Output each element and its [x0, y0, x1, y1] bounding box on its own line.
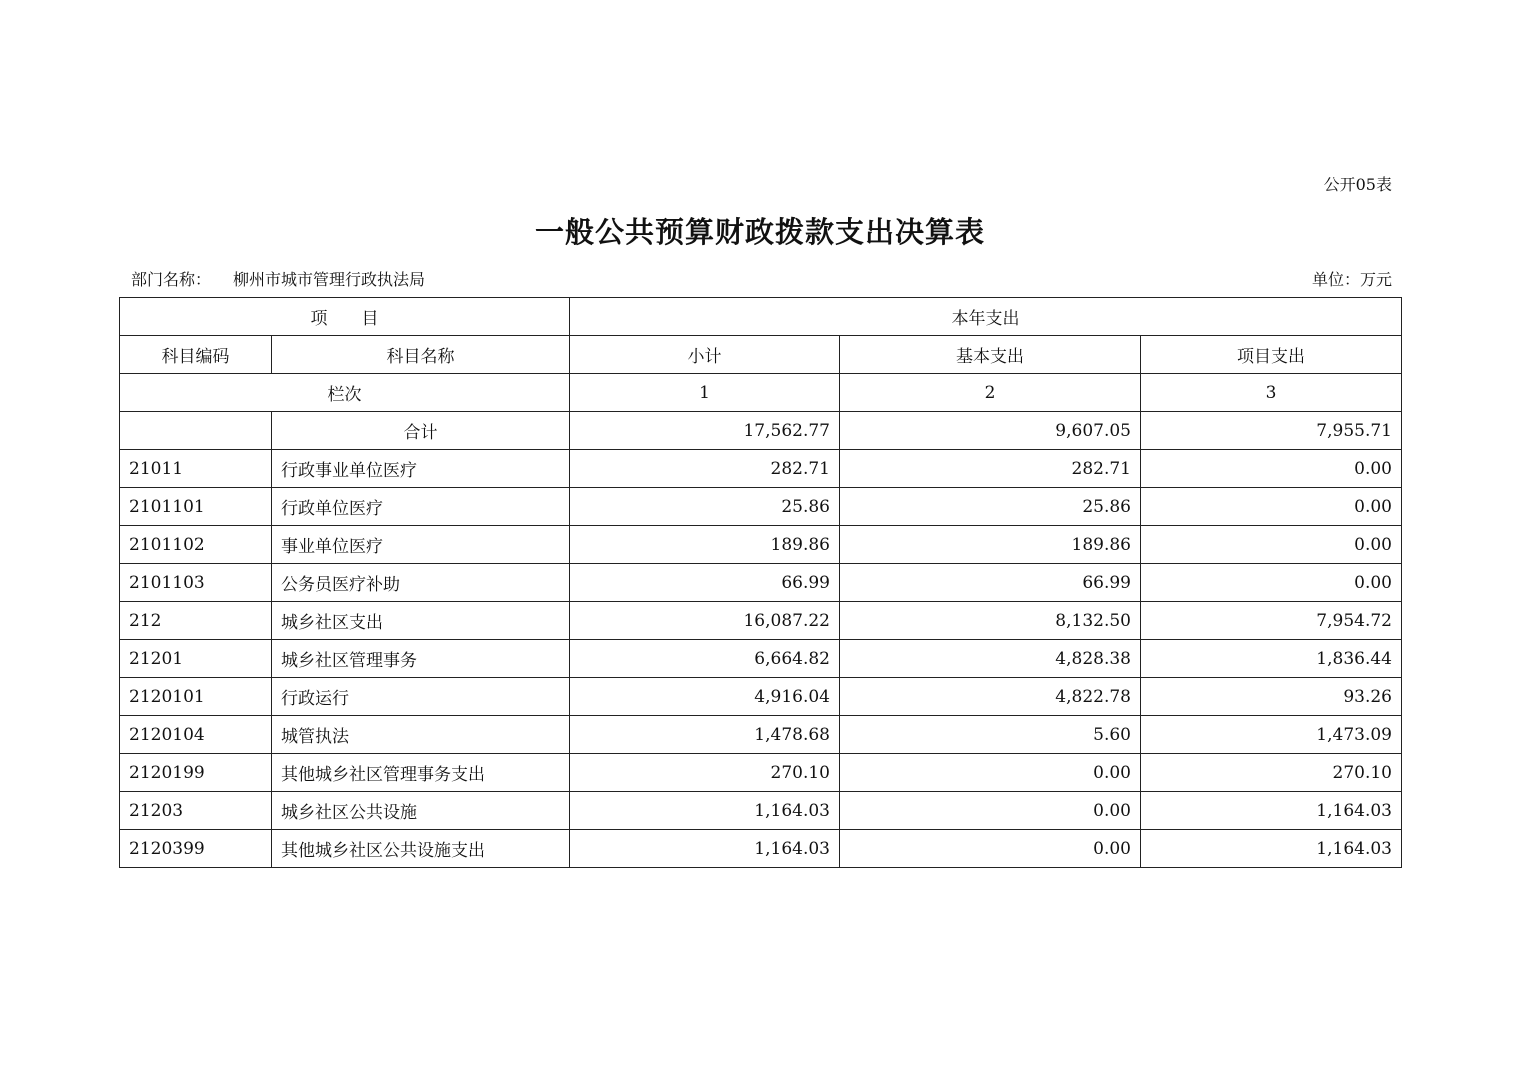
cell-subtotal: 270.10: [570, 754, 840, 792]
cell-basic: 4,828.38: [840, 640, 1141, 678]
index-1: 1: [570, 374, 840, 412]
table-row: [120, 678, 1402, 716]
cell-basic: 66.99: [840, 564, 1141, 602]
table-row: [120, 792, 1402, 830]
table-row: [120, 564, 1402, 602]
cell-subtotal: 189.86: [570, 526, 840, 564]
cell-project: 1,164.03: [1141, 792, 1402, 830]
cell-code: 2101101: [120, 488, 272, 526]
cell-subtotal: 25.86: [570, 488, 840, 526]
department-value: 柳州市城市管理行政执法局: [233, 270, 426, 289]
cell-basic: 0.00: [840, 830, 1141, 868]
cell-code: 2101102: [120, 526, 272, 564]
cell-name: 城乡社区支出: [272, 602, 570, 640]
index-label: 栏次: [120, 374, 570, 412]
table-row: [120, 450, 1402, 488]
cell-subtotal: 1,164.03: [570, 792, 840, 830]
cell-project: 0.00: [1141, 450, 1402, 488]
cell-basic: 5.60: [840, 716, 1141, 754]
header-row-columns: [120, 336, 1402, 374]
index-row: [120, 374, 1402, 412]
header-item: 项 目: [120, 298, 570, 336]
table-row: [120, 716, 1402, 754]
cell-subtotal: 6,664.82: [570, 640, 840, 678]
index-3: 3: [1141, 374, 1402, 412]
cell-basic: 189.86: [840, 526, 1141, 564]
table-row: [120, 602, 1402, 640]
cell-project: 0.00: [1141, 488, 1402, 526]
cell-name: 其他城乡社区公共设施支出: [272, 830, 570, 868]
cell-name: 行政运行: [272, 678, 570, 716]
total-name: 合计: [272, 412, 570, 450]
cell-subtotal: 282.71: [570, 450, 840, 488]
cell-project: 93.26: [1141, 678, 1402, 716]
cell-name: 其他城乡社区管理事务支出: [272, 754, 570, 792]
cell-name: 城管执法: [272, 716, 570, 754]
budget-table: [119, 297, 1402, 868]
cell-code: 2120104: [120, 716, 272, 754]
cell-subtotal: 66.99: [570, 564, 840, 602]
table-row: [120, 640, 1402, 678]
cell-project: 1,164.03: [1141, 830, 1402, 868]
cell-subtotal: 1,478.68: [570, 716, 840, 754]
total-basic: 9,607.05: [840, 412, 1141, 450]
cell-code: 212: [120, 602, 272, 640]
cell-code: 2120399: [120, 830, 272, 868]
cell-code: 2120199: [120, 754, 272, 792]
department-label: 部门名称：: [131, 270, 212, 289]
unit-label: 单位：万元: [1311, 270, 1392, 289]
header-current-year-expense: 本年支出: [570, 298, 1402, 336]
form-code: 公开05表: [1323, 175, 1392, 194]
cell-code: 21201: [120, 640, 272, 678]
page-title: 一般公共预算财政拨款支出决算表: [534, 215, 985, 249]
index-2: 2: [840, 374, 1141, 412]
department: [131, 267, 425, 290]
cell-basic: 8,132.50: [840, 602, 1141, 640]
cell-name: 城乡社区公共设施: [272, 792, 570, 830]
cell-name: 行政事业单位医疗: [272, 450, 570, 488]
header-code: 科目编码: [120, 336, 272, 374]
cell-code: 2120101: [120, 678, 272, 716]
header-name: 科目名称: [272, 336, 570, 374]
header-project: 项目支出: [1141, 336, 1402, 374]
table-row: [120, 488, 1402, 526]
cell-name: 公务员医疗补助: [272, 564, 570, 602]
cell-basic: 4,822.78: [840, 678, 1141, 716]
cell-basic: 0.00: [840, 792, 1141, 830]
header-subtotal: 小计: [570, 336, 840, 374]
cell-project: 0.00: [1141, 526, 1402, 564]
table-row: [120, 754, 1402, 792]
cell-name: 行政单位医疗: [272, 488, 570, 526]
cell-project: 1,836.44: [1141, 640, 1402, 678]
cell-project: 1,473.09: [1141, 716, 1402, 754]
cell-basic: 282.71: [840, 450, 1141, 488]
cell-subtotal: 1,164.03: [570, 830, 840, 868]
cell-project: 270.10: [1141, 754, 1402, 792]
table-row: [120, 526, 1402, 564]
total-project: 7,955.71: [1141, 412, 1402, 450]
cell-code: 21203: [120, 792, 272, 830]
cell-subtotal: 16,087.22: [570, 602, 840, 640]
header-row-group: [120, 298, 1402, 336]
cell-name: 事业单位医疗: [272, 526, 570, 564]
cell-code: 2101103: [120, 564, 272, 602]
cell-basic: 25.86: [840, 488, 1141, 526]
header-basic: 基本支出: [840, 336, 1141, 374]
cell-project: 0.00: [1141, 564, 1402, 602]
total-subtotal: 17,562.77: [570, 412, 840, 450]
total-code: [120, 412, 272, 450]
cell-project: 7,954.72: [1141, 602, 1402, 640]
cell-name: 城乡社区管理事务: [272, 640, 570, 678]
cell-code: 21011: [120, 450, 272, 488]
total-row: [120, 412, 1402, 450]
cell-subtotal: 4,916.04: [570, 678, 840, 716]
table-row: [120, 830, 1402, 868]
cell-basic: 0.00: [840, 754, 1141, 792]
